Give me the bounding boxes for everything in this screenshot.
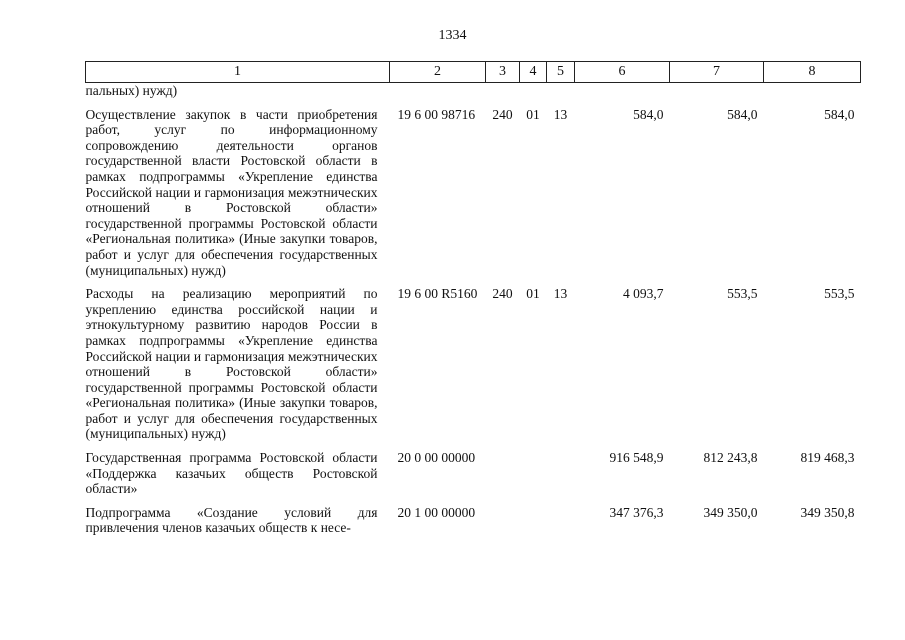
table-row (86, 107, 861, 279)
column-header: 2 (390, 62, 486, 83)
row-description: пальных) нужд) (85, 83, 178, 98)
table-row (86, 505, 861, 536)
table-row (86, 286, 861, 442)
row-amount-col6 (575, 83, 670, 99)
row-section: 01 (526, 286, 540, 302)
row-target-code: 19 6 00 98716 (397, 106, 476, 122)
row-description: Осуществление закупок в части приобретения работ, услуг по информационному сопровождению деятельности органов государственной власти Ростовской области в рамках подпрограммы «Укрепление единства Российской нации и гармонизация межэтнических отношений в Ростовской области» государственной программы Ростовской области «Региональная политика» (Иные закупки товаров, работ и услуг для обеспечения государственных (муниципальных) нужд) (85, 106, 378, 278)
row-expense-type: 240 (492, 286, 513, 302)
budget-table (85, 61, 861, 536)
row-section: 01 (526, 106, 540, 122)
row-target-code: 19 6 00 R5160 (397, 286, 478, 302)
row-amount-col8: 349 350,8 (800, 504, 855, 520)
column-header: 3 (486, 62, 520, 83)
table-row (86, 83, 861, 99)
row-amount-col7: 812 243,8 (703, 450, 758, 466)
column-header: 6 (575, 62, 670, 83)
row-subsection (547, 505, 575, 536)
row-section (520, 83, 547, 99)
row-target-code (390, 83, 486, 99)
column-header: 1 (86, 62, 390, 83)
row-amount-col8: 584,0 (824, 106, 855, 122)
row-amount-col7: 584,0 (727, 106, 758, 122)
row-amount-col6: 916 548,9 (609, 450, 664, 466)
column-header: 8 (764, 62, 861, 83)
row-expense-type (486, 83, 520, 99)
column-header: 4 (520, 62, 547, 83)
table-header-row (86, 62, 861, 83)
page-number: 1334 (438, 28, 467, 43)
row-subsection (547, 83, 575, 99)
row-amount-col7: 349 350,0 (703, 504, 758, 520)
row-section (520, 505, 547, 536)
table-row (86, 450, 861, 497)
row-amount-col7: 553,5 (727, 286, 758, 302)
row-subsection (547, 450, 575, 497)
row-amount-col6: 584,0 (633, 106, 664, 122)
row-amount-col7 (670, 83, 764, 99)
row-target-code: 20 0 00 00000 (397, 450, 476, 466)
row-amount-col8: 819 468,3 (800, 450, 855, 466)
row-expense-type (486, 450, 520, 497)
row-description: Государственная программа Ростовской области «Поддержка казачьих обществ Ростовской области» (85, 450, 378, 497)
row-amount-col8: 553,5 (824, 286, 855, 302)
row-section (520, 450, 547, 497)
row-expense-type (486, 505, 520, 536)
row-amount-col6: 347 376,3 (609, 504, 664, 520)
column-header: 5 (547, 62, 575, 83)
row-expense-type: 240 (492, 106, 513, 122)
row-subsection: 13 (553, 286, 568, 302)
row-target-code: 20 1 00 00000 (397, 504, 476, 520)
row-subsection: 13 (553, 106, 568, 122)
row-amount-col8 (764, 83, 861, 99)
row-description: Подпрограмма «Создание условий для привлечения членов казачьих обществ к несе- (85, 504, 378, 536)
row-amount-col6: 4 093,7 (623, 286, 664, 302)
row-description: Расходы на реализацию мероприятий по укреплению единства российской нации и этнокультурному развитию народов России в рамках подпрограммы «Укрепление единства Российской нации и гармонизация межэтнических отношений в Ростовской области» государственной программы Ростовской области «Региональная политика» (Иные закупки товаров, работ и услуг для обеспечения государственных (муниципальных) нужд) (85, 286, 378, 442)
column-header: 7 (670, 62, 764, 83)
